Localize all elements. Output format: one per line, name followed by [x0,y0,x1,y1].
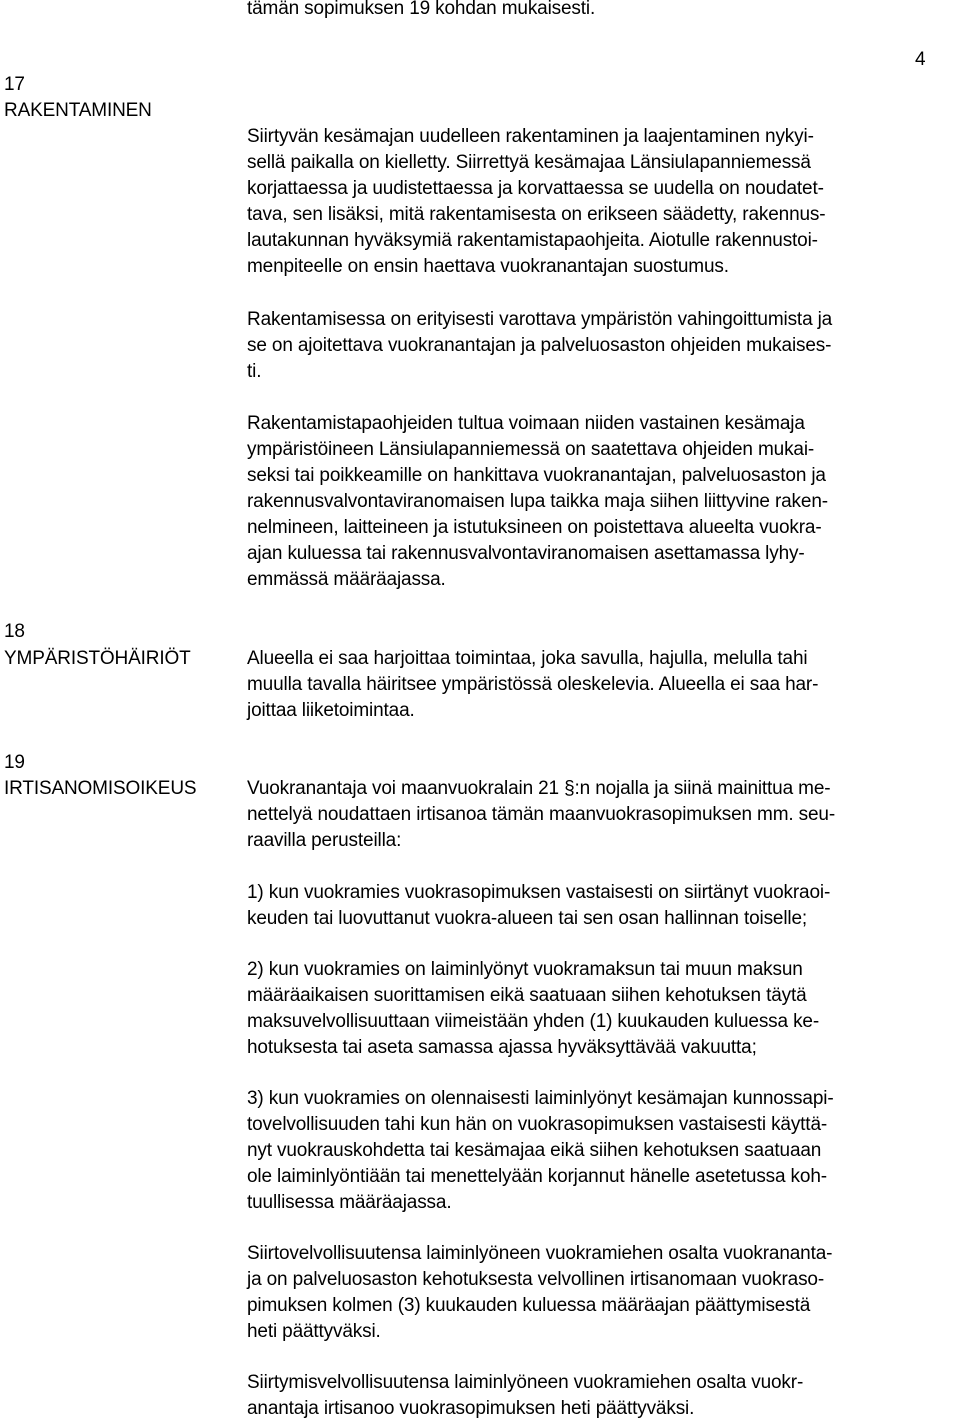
text-line: pimuksen kolmen (3) kuukauden kuluessa määräajan päättymisestä [247,1295,811,1316]
section-title: RAKENTAMINEN [4,100,152,121]
text-line: menpiteelle on ensin haettava vuokranantajan suostumus. [247,256,729,277]
text-line: ole laiminlyöntiään tai menettelyään korjannut hänelle asetetussa koh- [247,1166,827,1187]
text-line: seksi tai poikkeamille on hankittava vuokranantajan, palveluosaston ja [247,465,826,486]
text-line: Vuokranantaja voi maanvuokralain 21 §:n nojalla ja siinä mainittua me- [247,778,831,799]
text-line: se on ajoitettava vuokranantajan ja palveluosaston ohjeiden mukaises- [247,335,832,356]
text-line: ajan kuluessa tai rakennusvalvontaviranomaisen asettamassa lyhy- [247,543,805,564]
section-number: 18 [4,621,25,642]
text-line: Siirtyvän kesämajan uudelleen rakentaminen ja laajentaminen nykyi- [247,126,814,147]
text-line: tuullisessa määräajassa. [247,1192,452,1213]
text-line: ja on palveluosaston kehotuksesta velvollinen irtisanomaan vuokraso- [247,1269,825,1290]
text-line: Rakentamisessa on erityisesti varottava ympäristön vahingoittumista ja [247,309,833,330]
text-line: raavilla perusteilla: [247,830,402,851]
text-line: rakennusvalvontaviranomaisen lupa taikka maja siihen liittyvine raken- [247,491,828,512]
page-number: 4 [915,49,926,70]
text-line: Siirtovelvollisuutensa laiminlyöneen vuokramiehen osalta vuokrananta- [247,1243,833,1264]
section-number: 19 [4,752,25,773]
text-line: Rakentamistapaohjeiden tultua voimaan niiden vastainen kesämaja [247,413,805,434]
text-line: keuden tai luovuttanut vuokra-alueen tai sen osan hallinnan toiselle; [247,908,808,929]
section-number: 17 [4,74,25,95]
text-line: sellä paikalla on kielletty. Siirrettyä kesämajaa Länsiulapanniemessä [247,152,811,173]
text-line: määräaikaisen suorittamisen eikä saatuaan siihen kehotuksen täytä [247,985,807,1006]
text-line: 1) kun vuokramies vuokrasopimuksen vastaisesti on siirtänyt vuokraoi- [247,882,831,903]
text-line: 3) kun vuokramies on olennaisesti laiminlyönyt kesämajan kunnossapi- [247,1088,834,1109]
top-line: tämän sopimuksen 19 kohdan mukaisesti. [247,0,596,19]
text-line: lautakunnan hyväksymiä rakentamistapaohjeita. Aiotulle rakennustoi- [247,230,818,251]
text-line: heti päättyväksi. [247,1321,381,1342]
text-line: Alueella ei saa harjoittaa toimintaa, joka savulla, hajulla, melulla tahi [247,648,808,669]
text-line: nettelyä noudattaen irtisanoa tämän maanvuokrasopimuksen mm. seu- [247,804,836,825]
section-title: YMPÄRISTÖHÄIRIÖT [4,648,191,669]
text-line: 2) kun vuokramies on laiminlyönyt vuokramaksun tai muun maksun [247,959,803,980]
section-title: IRTISANOMISOIKEUS [4,778,197,799]
text-line: Siirtymisvelvollisuutensa laiminlyöneen vuokramiehen osalta vuokr- [247,1372,804,1393]
text-line: hotuksesta tai aseta samassa ajassa hyväksyttävää vakuutta; [247,1037,757,1058]
text-line: tava, sen lisäksi, mitä rakentamisesta on erikseen säädetty, rakennus- [247,204,826,225]
text-line: emmässä määräajassa. [247,569,446,590]
text-line: ti. [247,361,262,382]
text-line: ympäristöineen Länsiulapanniemessä on saatettava ohjeiden mukai- [247,439,815,460]
text-line: korjattaessa ja uudistettaessa ja korvattaessa se uudella on noudatet- [247,178,824,199]
text-line: tovelvollisuuden tahi kun hän on vuokrasopimuksen vastaisesti käyttä- [247,1114,828,1135]
text-line: anantaja irtisanoo vuokrasopimuksen heti päättyväksi. [247,1398,695,1419]
text-line: maksuvelvollisuuttaan viimeistään yhden (1) kuukauden kuluessa ke- [247,1011,820,1032]
text-line: nyt vuokrauskohdetta tai kesämajaa eikä siihen kehotuksen saatuaan [247,1140,822,1161]
text-line: joittaa liiketoimintaa. [247,700,415,721]
text-line: muulla tavalla häiritsee ympäristössä oleskelevia. Alueella ei saa har- [247,674,819,695]
text-line: nelmineen, laitteineen ja istutuksineen on poistettava alueelta vuokra- [247,517,822,538]
